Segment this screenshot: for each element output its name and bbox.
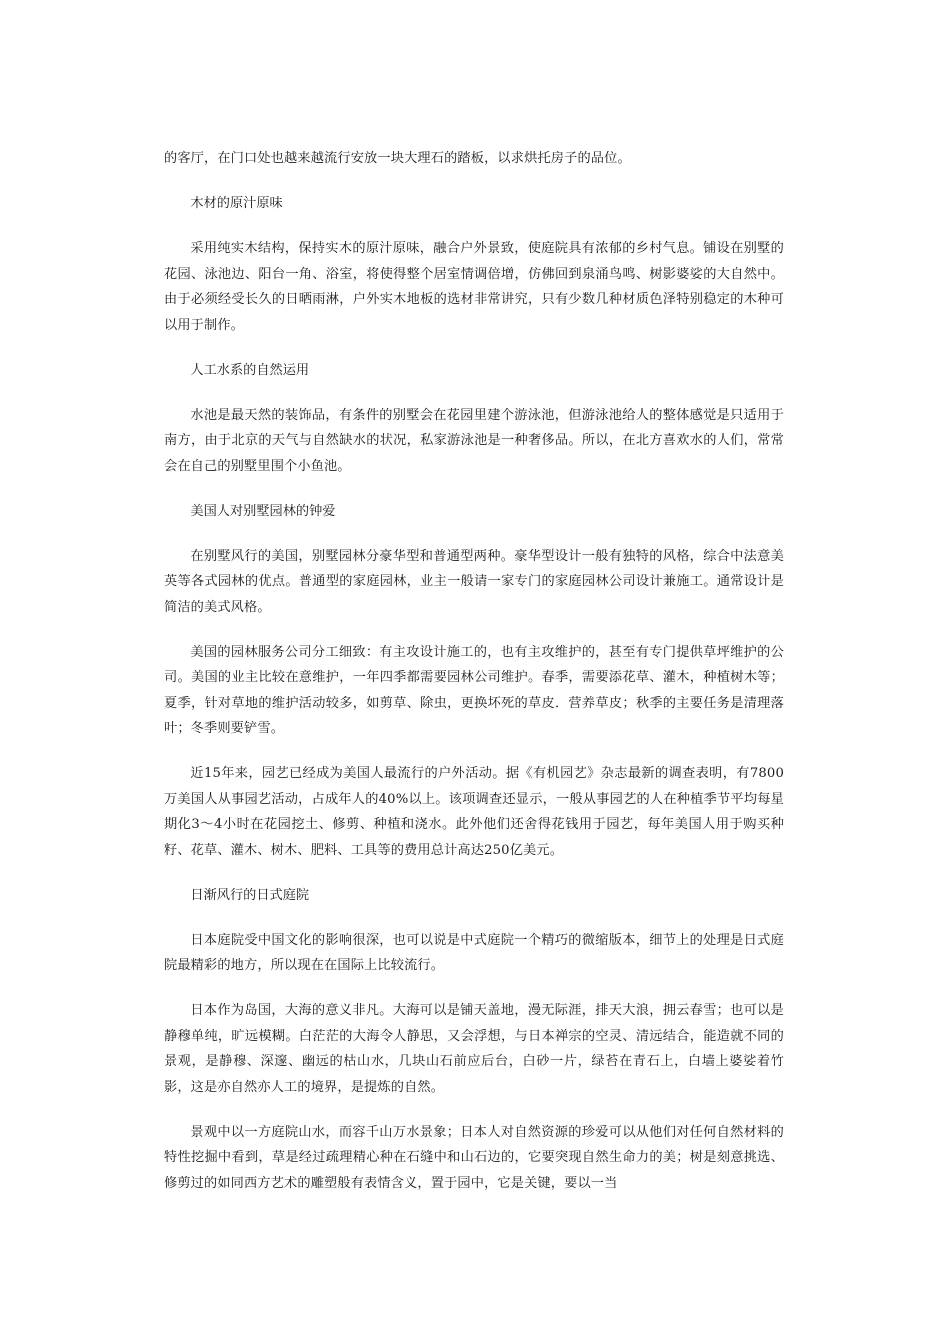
paragraph-gap bbox=[164, 479, 784, 499]
paragraph-gap bbox=[164, 979, 784, 999]
paragraph-gap bbox=[164, 338, 784, 358]
paragraph-japanese-2: 日本作为岛国，大海的意义非凡。大海可以是铺天盖地，漫无际涯，排天大浪，拥云春雪；也可以是静穆单纯，旷远模糊。白茫茫的大海令人静思，又会浮想，与日本禅宗的空灵、清远结合，能造就不同的景观，是静穆、深邃、幽远的枯山水，几块山石前应后台，白砂一片，绿苔在青石上，白墙上婆娑着竹影，这是亦自然亦人工的境界，是提炼的自然。 bbox=[164, 1003, 784, 1095]
paragraph-japanese-3: 景观中以一方庭院山水，而容千山万水景象；日本人对自然资源的珍爱可以从他们对任何自然材料的特性挖掘中看到，草是经过疏理精心种在石缝中和山石边的，它要突现自然生命力的美；树是刻意挑选、修剪过的如同西方艺术的雕塑般有表情含义，置于园中，它是关键，要以一当 bbox=[164, 1124, 784, 1191]
paragraph-gap bbox=[164, 172, 784, 192]
paragraph-gap bbox=[164, 620, 784, 640]
paragraph-american-2: 美国的园林服务公司分工细致：有主攻设计施工的，也有主攻维护的，甚至有专门提供草坪维护的公司。美国的业主比较在意维护，一年四季都需要园林公司维护。春季，需要添花草、灌木，种植树木等；夏季，针对草地的维护活动较多，如剪草、除虫，更换坏死的草皮．营养草皮；秋季的主要任务是清理落叶；冬季则要铲雪。 bbox=[164, 644, 784, 736]
section-heading-american: 美国人对别墅园林的钟爱 bbox=[190, 503, 336, 519]
paragraph-gap bbox=[164, 908, 784, 928]
paragraph-american-3: 近15年来，园艺已经成为美国人最流行的户外活动。据《有机园艺》杂志最新的调查表明，有7800万美国人从事园艺活动，占成年人的40%以上。该项调查还显示，一般从事园艺的人在种植季节平均每星期化3～4小时在花园挖土、修剪、种植和浇水。此外他们还舍得花钱用于园艺，每年美国人用于购买种籽、花草、灌木、树木、肥料、工具等的费用总计高达250亿美元。 bbox=[164, 766, 784, 858]
document-body bbox=[164, 146, 784, 1196]
paragraph-gap bbox=[164, 524, 784, 544]
section-heading-water: 人工水系的自然运用 bbox=[190, 362, 310, 378]
section-heading-japanese: 日渐风行的日式庭院 bbox=[190, 887, 310, 903]
paragraph-gap bbox=[164, 742, 784, 762]
paragraph-gap bbox=[164, 863, 784, 883]
paragraph-gap bbox=[164, 383, 784, 403]
paragraph-wood: 采用纯实木结构，保持实木的原汁原味，融合户外景致，使庭院具有浓郁的乡村气息。铺设在别墅的花园、泳池边、阳台一角、浴室，将使得整个居室情调倍增，仿佛回到泉涌鸟鸣、树影婆娑的大自然中。由于必须经受长久的日晒雨淋，户外实木地板的选材非常讲究，只有少数几种材质色泽特别稳定的木种可以用于制作。 bbox=[164, 241, 784, 333]
paragraph-gap bbox=[164, 217, 784, 237]
paragraph-water: 水池是最天然的装饰品，有条件的别墅会在花园里建个游泳池，但游泳池给人的整体感觉是只适用于南方，由于北京的天气与自然缺水的状况，私家游泳池是一种奢侈品。所以，在北方喜欢水的人们，常常会在自己的别墅里围个小鱼池。 bbox=[164, 407, 784, 474]
paragraph-american-1: 在别墅风行的美国，别墅园林分豪华型和普通型两种。豪华型设计一般有独特的风格，综合中法意美英等各式园林的优点。普通型的家庭园林，业主一般请一家专门的家庭园林公司设计兼施工。通常设计是简洁的美式风格。 bbox=[164, 548, 784, 615]
paragraph-gap bbox=[164, 1100, 784, 1120]
paragraph-continued: 的客厅，在门口处也越来越流行安放一块大理石的踏板，以求烘托房子的品位。 bbox=[164, 151, 631, 166]
paragraph-japanese-1: 日本庭院受中国文化的影响很深，也可以说是中式庭院一个精巧的微缩版本，细节上的处理是日式庭院最精彩的地方，所以现在在国际上比较流行。 bbox=[164, 932, 784, 973]
section-heading-wood: 木材的原汁原味 bbox=[190, 196, 283, 211]
